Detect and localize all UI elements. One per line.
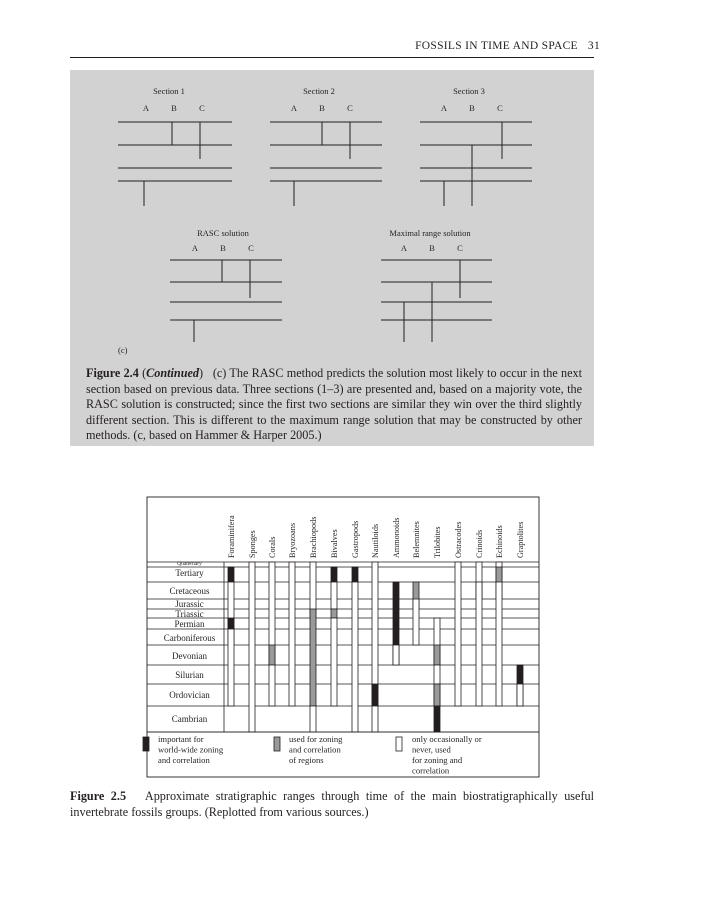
period-label: Carboniferous [163,633,216,643]
legend-text: used for zoning [289,734,343,744]
legend-text: world-wide zoning [158,744,224,755]
legend-text: of regions [289,755,324,765]
group-label: Belemnites [412,521,421,558]
range-bar-rare [476,582,482,706]
section-column-label: B [319,103,325,113]
section-column-label: C [347,103,353,113]
section-title: Section 2 [303,86,335,96]
legend-text: for zoning and [412,755,463,765]
range-bar-rare [310,706,316,732]
figure-2-4-caption-text: (c) The RASC method predicts the solution most likely to occur in the next section based on previous data. Three sections (1–3) are presented and, based on a majority vote, the RASC solution is constructed; since the first two sections are similar they win over the third slightly different section. This is different to the maximum range solution that may be constructed by other methods. (c, based on Hammer & Harper 2005.) [86,366,583,443]
legend-text: and correlation [158,755,210,765]
group-label: Bryozoans [288,522,297,558]
period-label: Quaternary [177,561,202,567]
range-bar-important [228,567,234,582]
range-bar-important [331,567,337,582]
period-label: Triassic [175,609,204,619]
group-label: Ostracodes [454,521,463,558]
range-bar-regional [269,645,275,665]
running-head-title: FOSSILS IN TIME AND SPACE [415,40,578,52]
group-label: Echinoids [495,525,504,558]
section-column-label: A [290,103,298,113]
legend-text: and correlation [289,744,341,755]
period-label: Permian [174,619,205,629]
group-label: Ammonoids [392,517,401,558]
section-column-label: A [440,103,448,113]
legend-text: never, used [412,744,451,755]
range-bar-rare [331,618,337,706]
group-label: Trilobites [433,526,442,558]
solution-column-label: C [248,243,254,253]
legend-swatch-important [143,737,149,751]
panel-label: (c) [118,345,128,355]
range-bar-rare [289,562,295,706]
section-column-label: B [171,103,177,113]
range-bar-rare [372,706,378,732]
range-bar-regional [310,609,316,706]
range-bar-regional [434,684,440,706]
range-bar-rare [249,562,255,732]
figure-2-5-label: Figure 2.5 [70,789,127,803]
solution-title: RASC solution [197,228,249,238]
period-label: Ordovician [169,690,210,700]
section-title: Section 1 [153,86,185,96]
legend-text: correlation [412,765,450,776]
solution-column-label: A [191,243,199,253]
period-label: Cambrian [171,714,208,724]
range-bar-rare [517,684,523,706]
group-label: Gastropods [351,520,360,558]
group-label: Brachiopods [309,516,318,558]
range-bar-rare [269,665,275,706]
section-column-label: C [497,103,503,113]
range-bar-rare [393,645,399,665]
solution-column-label: C [457,243,463,253]
group-label: Crinoids [475,529,484,558]
period-label: Jurassic [175,599,204,609]
section-column-label: C [199,103,205,113]
group-label: Corals [268,536,277,558]
range-bar-regional [331,609,337,618]
figure-2-4-continued: Continued [146,366,199,380]
legend-swatch-rare [396,737,402,751]
range-bar-rare [413,599,419,645]
period-label: Devonian [172,651,207,661]
group-label: Graptolites [516,521,525,558]
group-label: Sponges [248,530,257,558]
solution-column-label: A [400,243,408,253]
section-column-label: B [469,103,475,113]
group-label: Nautiloids [371,523,380,558]
range-bar-rare [331,582,337,609]
period-label: Silurian [175,670,204,680]
period-label: Cretaceous [169,586,210,596]
figure-2-5-caption-text: Approximate stratigraphic ranges through time of the main biostratigraphically useful invertebrate fossils groups. (Replotted from various sources.) [70,789,594,819]
legend-text: only occasionally or [412,734,482,744]
range-bar-important [372,684,378,706]
range-bar-important [352,567,358,582]
range-bar-regional [434,645,440,665]
group-label: Bivalves [330,529,339,558]
solution-column-label: B [220,243,226,253]
page-number: 31 [587,40,600,52]
legend-swatch-regional [274,737,280,751]
legend-text: important for [158,734,204,744]
solution-title: Maximal range solution [389,228,471,238]
period-label: Tertiary [175,568,204,578]
group-label: Foraminifera [227,515,236,558]
figure-2-4-caption: Figure 2.4 (Continued) (c) The RASC method predicts the solution most likely to occur in the next section based on previous data. Three sections (1–3) are presented and, based on a majority vote, the RASC solution is constructed; since the first two sections are similar they win over the third slightly different section. This is different to the maximum range solution that may be constructed by other methods. (c, based on Hammer & Harper 2005.) [86,366,583,443]
range-bar-rare [455,562,461,706]
range-bar-rare [228,629,234,706]
section-title: Section 3 [453,86,485,96]
range-bar-important [434,706,440,732]
range-bar-rare [496,582,502,706]
section-column-label: A [142,103,150,113]
figure-2-4-label: Figure 2.4 [86,366,139,380]
range-bar-rare [434,665,440,684]
solution-column-label: B [429,243,435,253]
range-bar-rare [352,582,358,732]
figure-2-5-caption [70,789,594,820]
